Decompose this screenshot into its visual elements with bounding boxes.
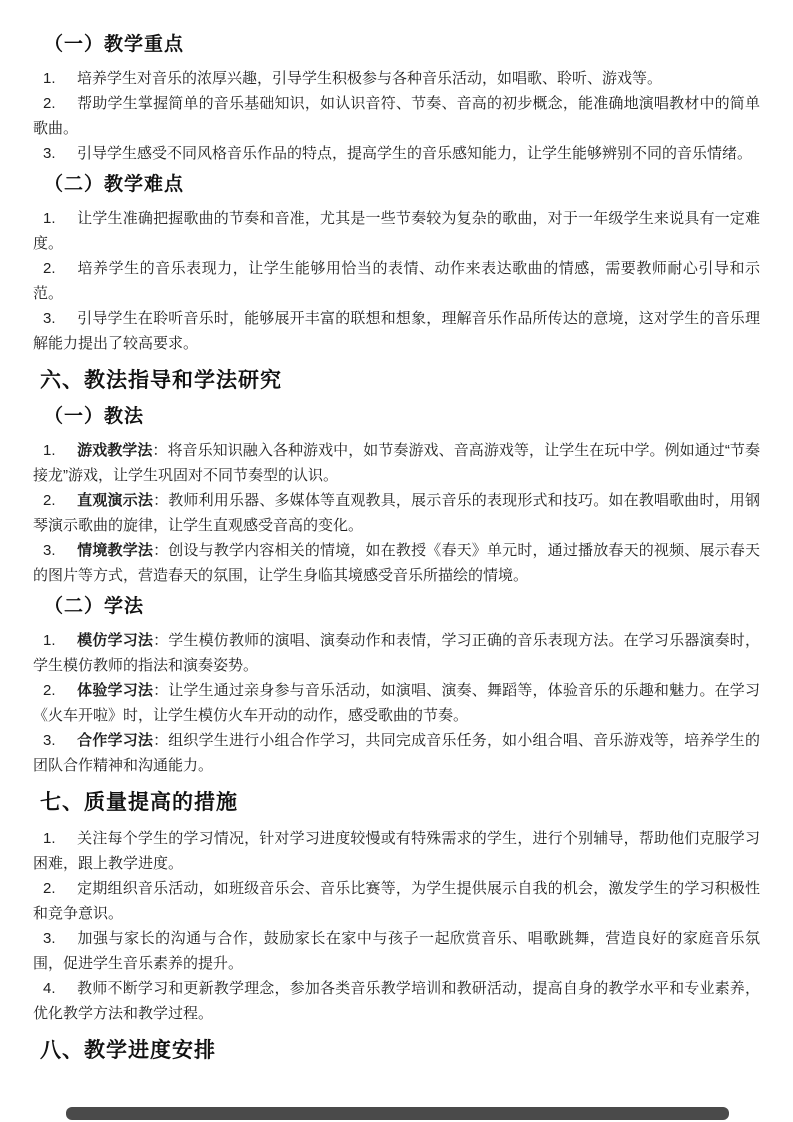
section-heading: （一）教法 xyxy=(44,406,145,427)
list-item-text: 培养学生的音乐表现力，让学生能够用恰当的表情、动作来表达歌曲的情感，需要教师耐心引导和示范。 xyxy=(33,260,760,302)
list-item xyxy=(33,538,760,588)
section-heading: 六、教法指导和学法研究 xyxy=(40,369,282,392)
list-item-text: ：将音乐知识融入各种游戏中，如节奏游戏、音高游戏等，让学生在玩中学。例如通过“节奏接龙”游戏，让学生巩固对不同节奏型的认识。 xyxy=(33,442,760,484)
list-item xyxy=(33,876,760,926)
list-item-text: 引导学生在聆听音乐时，能够展开丰富的联想和想象，理解音乐作品所传达的意境，这对学生的音乐理解能力提出了较高要求。 xyxy=(33,310,760,352)
list-item-number: 1. xyxy=(43,830,56,847)
section-heading: （二）教学难点 xyxy=(44,174,185,195)
list-item-number: 1. xyxy=(43,632,56,649)
list-item-number: 2. xyxy=(43,682,56,699)
list-item-number: 2. xyxy=(43,95,56,112)
list-item-text: 引导学生感受不同风格音乐作品的特点，提高学生的音乐感知能力，让学生能够辨别不同的音乐情绪。 xyxy=(77,145,753,162)
list-item-text: ：组织学生进行小组合作学习，共同完成音乐任务，如小组合唱、音乐游戏等，培养学生的团队合作精神和沟通能力。 xyxy=(33,732,760,774)
list-item xyxy=(33,66,760,91)
method-term: 体验学习法 xyxy=(77,682,154,699)
list-item-text: 定期组织音乐活动，如班级音乐会、音乐比赛等，为学生提供展示自我的机会，激发学生的学习积极性和竞争意识。 xyxy=(33,880,760,922)
list-item xyxy=(33,141,760,166)
method-term: 游戏教学法 xyxy=(77,442,153,459)
list-item xyxy=(33,306,760,356)
list-item-number: 2. xyxy=(43,260,56,277)
list-item-text: 加强与家长的沟通与合作，鼓励家长在家中与孩子一起欣赏音乐、唱歌跳舞，营造良好的家庭音乐氛围，促进学生音乐素养的提升。 xyxy=(33,930,760,972)
list-item-number: 1. xyxy=(43,70,56,87)
section-heading: （一）教学重点 xyxy=(44,34,185,55)
list-item xyxy=(33,488,760,538)
list-item-number: 3. xyxy=(43,732,56,749)
section-heading: （二）学法 xyxy=(44,596,145,617)
list-item-text: ：学生模仿教师的演唱、演奏动作和表情，学习正确的音乐表现方法。在学习乐器演奏时，学生模仿教师的指法和演奏姿势。 xyxy=(33,632,760,674)
method-term: 合作学习法 xyxy=(77,732,154,749)
section-heading: 七、质量提高的措施 xyxy=(40,791,238,814)
list-item-number: 4. xyxy=(43,980,56,997)
list-item-text: ：创设与教学内容相关的情境，如在教授《春天》单元时，通过播放春天的视频、展示春天的图片等方式，营造春天的氛围，让学生身临其境感受音乐所描绘的情境。 xyxy=(33,542,760,584)
list-item xyxy=(33,438,760,488)
list-item xyxy=(33,826,760,876)
list-item xyxy=(33,926,760,976)
list-item-number: 3. xyxy=(43,310,56,327)
list-item-number: 1. xyxy=(43,210,56,227)
list-item-text: 帮助学生掌握简单的音乐基础知识，如认识音符、节奏、音高的初步概念，能准确地演唱教材中的简单歌曲。 xyxy=(33,95,760,137)
horizontal-scrollbar[interactable] xyxy=(66,1107,729,1120)
list-item-text: 关注每个学生的学习情况，针对学习进度较慢或有特殊需求的学生，进行个别辅导，帮助他们克服学习困难，跟上教学进度。 xyxy=(33,830,760,872)
list-item-number: 3. xyxy=(43,542,56,559)
section-heading: 八、教学进度安排 xyxy=(40,1039,216,1062)
method-term: 情境教学法 xyxy=(77,542,154,559)
list-item xyxy=(33,728,760,778)
list-item xyxy=(33,256,760,306)
method-term: 模仿学习法 xyxy=(77,632,154,649)
list-item xyxy=(33,206,760,256)
list-item-text: ：教师利用乐器、多媒体等直观教具，展示音乐的表现形式和技巧。如在教唱歌曲时，用钢琴演示歌曲的旋律，让学生直观感受音高的变化。 xyxy=(33,492,760,534)
list-item-number: 2. xyxy=(43,492,56,509)
list-item xyxy=(33,628,760,678)
list-item xyxy=(33,91,760,141)
list-item-text: ：让学生通过亲身参与音乐活动，如演唱、演奏、舞蹈等，体验音乐的乐趣和魅力。在学习《火车开啦》时，让学生模仿火车开动的动作，感受歌曲的节奏。 xyxy=(33,682,760,724)
list-item-number: 3. xyxy=(43,145,56,162)
list-item xyxy=(33,976,760,1026)
list-item-text: 教师不断学习和更新教学理念，参加各类音乐教学培训和教研活动，提高自身的教学水平和专业素养，优化教学方法和教学过程。 xyxy=(33,980,760,1022)
list-item xyxy=(33,678,760,728)
list-item-number: 3. xyxy=(43,930,56,947)
list-item-text: 培养学生对音乐的浓厚兴趣，引导学生积极参与各种音乐活动，如唱歌、聆听、游戏等。 xyxy=(77,70,663,87)
list-item-number: 1. xyxy=(43,442,56,459)
list-item-text: 让学生准确把握歌曲的节奏和音准，尤其是一些节奏较为复杂的歌曲，对于一年级学生来说具有一定难度。 xyxy=(33,210,760,252)
list-item-number: 2. xyxy=(43,880,56,897)
method-term: 直观演示法 xyxy=(77,492,154,509)
